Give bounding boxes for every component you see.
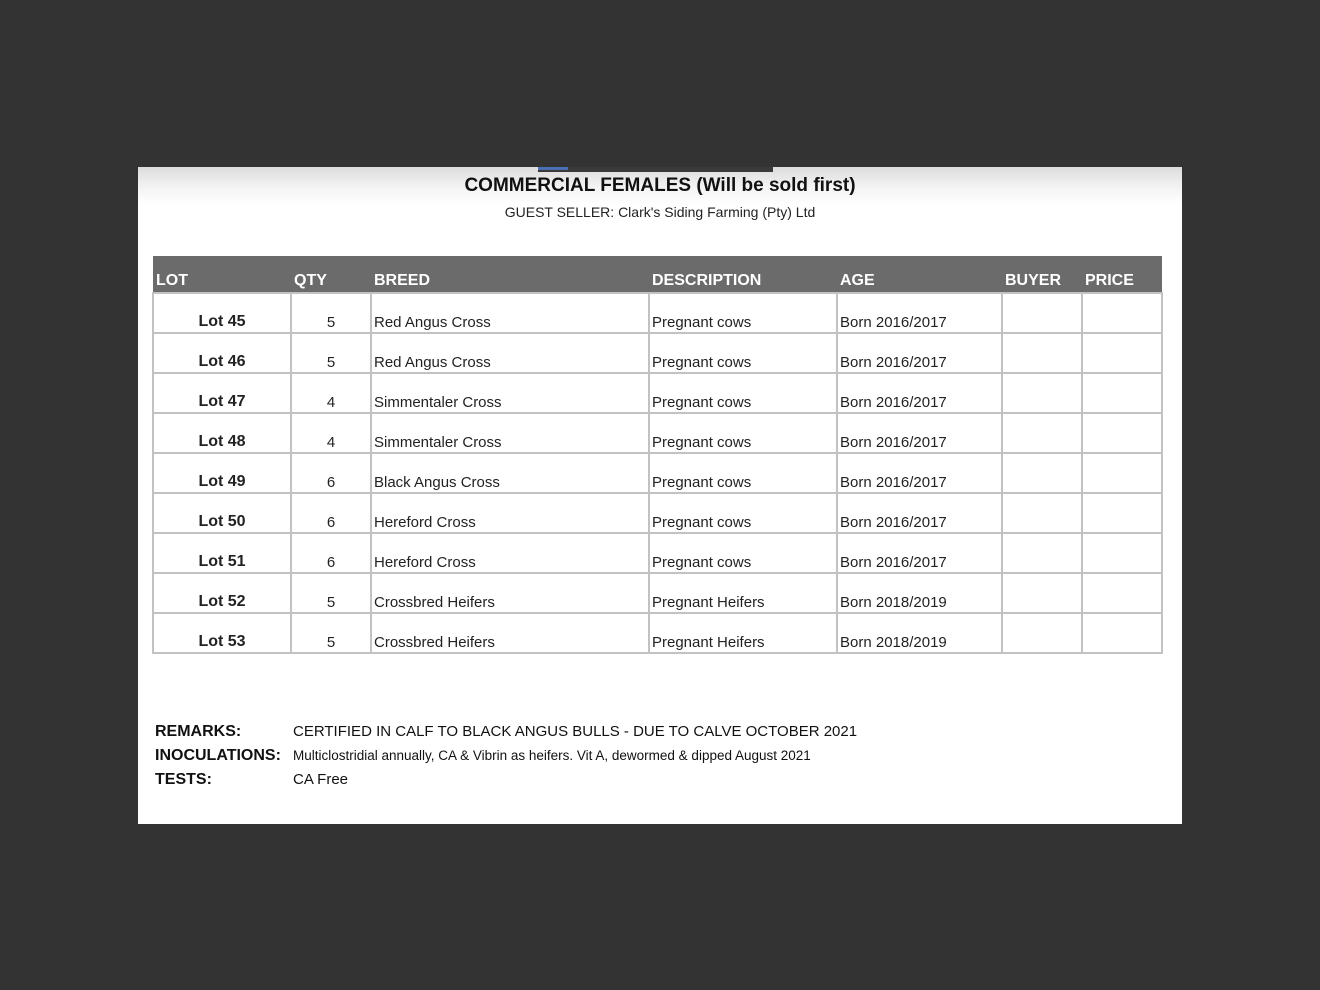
price-cell [1082, 373, 1162, 413]
qty-cell: 6 [291, 493, 371, 533]
description-cell: Pregnant Heifers [649, 613, 837, 653]
inoculations-label: INOCULATIONS: [155, 747, 281, 764]
age-cell: Born 2016/2017 [837, 293, 1002, 333]
lot-cell: Lot 53 [153, 613, 291, 653]
inoculations-value: Multiclostridial annually, CA & Vibrin as heifers. Vit A, dewormed & dipped August 2021 [293, 748, 811, 763]
column-header-buyer: BUYER [1002, 256, 1082, 293]
description-cell: Pregnant cows [649, 333, 837, 373]
remarks-value: CERTIFIED IN CALF TO BLACK ANGUS BULLS - DUE TO CALVE OCTOBER 2021 [293, 723, 858, 740]
price-cell [1082, 613, 1162, 653]
age-cell: Born 2016/2017 [837, 493, 1002, 533]
lot-cell: Lot 47 [153, 373, 291, 413]
age-cell: Born 2016/2017 [837, 533, 1002, 573]
description-cell: Pregnant cows [649, 533, 837, 573]
remarks-label: REMARKS: [155, 723, 242, 740]
description-cell: Pregnant cows [649, 293, 837, 333]
description-cell: Pregnant cows [649, 493, 837, 533]
age-cell: Born 2016/2017 [837, 413, 1002, 453]
tests-label: TESTS: [155, 771, 212, 788]
lots-table [152, 256, 1163, 654]
breed-cell: Hereford Cross [371, 493, 649, 533]
column-header-lot: LOT [153, 256, 291, 293]
remarks-section [155, 720, 857, 792]
lot-cell: Lot 52 [153, 573, 291, 613]
age-cell: Born 2018/2019 [837, 613, 1002, 653]
document-page [138, 167, 1182, 824]
column-header-qty: QTY [291, 256, 371, 293]
price-cell [1082, 573, 1162, 613]
page-top-tab [538, 167, 773, 172]
table-row [153, 293, 1162, 333]
description-cell: Pregnant cows [649, 373, 837, 413]
breed-cell: Simmentaler Cross [371, 373, 649, 413]
buyer-cell [1002, 533, 1082, 573]
price-cell [1082, 533, 1162, 573]
breed-cell: Hereford Cross [371, 533, 649, 573]
buyer-cell [1002, 333, 1082, 373]
column-header-age: AGE [837, 256, 1002, 293]
age-cell: Born 2016/2017 [837, 373, 1002, 413]
column-header-description: DESCRIPTION [649, 256, 837, 293]
buyer-cell [1002, 373, 1082, 413]
lot-cell: Lot 48 [153, 413, 291, 453]
qty-cell: 4 [291, 373, 371, 413]
qty-cell: 5 [291, 333, 371, 373]
inoculations-row [155, 744, 857, 768]
lot-cell: Lot 46 [153, 333, 291, 373]
page-top-tab-accent [538, 167, 568, 170]
buyer-cell [1002, 573, 1082, 613]
qty-cell: 6 [291, 533, 371, 573]
table-row [153, 453, 1162, 493]
description-cell: Pregnant cows [649, 453, 837, 493]
table-row [153, 573, 1162, 613]
age-cell: Born 2018/2019 [837, 573, 1002, 613]
buyer-cell [1002, 493, 1082, 533]
buyer-cell [1002, 293, 1082, 333]
tests-value: CA Free [293, 771, 349, 788]
table-row [153, 493, 1162, 533]
tests-row [155, 768, 857, 792]
column-header-breed: BREED [371, 256, 649, 293]
table-row [153, 613, 1162, 653]
remarks-row [155, 720, 857, 744]
age-cell: Born 2016/2017 [837, 333, 1002, 373]
lot-cell: Lot 51 [153, 533, 291, 573]
table-row [153, 333, 1162, 373]
page-subtitle: GUEST SELLER: Clark's Siding Farming (Pty) Ltd [504, 204, 816, 220]
buyer-cell [1002, 613, 1082, 653]
description-cell: Pregnant cows [649, 413, 837, 453]
price-cell [1082, 493, 1162, 533]
price-cell [1082, 413, 1162, 453]
page-title: COMMERCIAL FEMALES (Will be sold first) [464, 175, 856, 196]
qty-cell: 4 [291, 413, 371, 453]
breed-cell: Black Angus Cross [371, 453, 649, 493]
qty-cell: 6 [291, 453, 371, 493]
price-cell [1082, 453, 1162, 493]
breed-cell: Red Angus Cross [371, 293, 649, 333]
table-row [153, 413, 1162, 453]
description-cell: Pregnant Heifers [649, 573, 837, 613]
price-cell [1082, 333, 1162, 373]
price-cell [1082, 293, 1162, 333]
qty-cell: 5 [291, 613, 371, 653]
lot-cell: Lot 45 [153, 293, 291, 333]
breed-cell: Simmentaler Cross [371, 413, 649, 453]
lot-cell: Lot 49 [153, 453, 291, 493]
breed-cell: Crossbred Heifers [371, 613, 649, 653]
table-header-row [153, 256, 1162, 293]
breed-cell: Red Angus Cross [371, 333, 649, 373]
lot-cell: Lot 50 [153, 493, 291, 533]
table-row [153, 373, 1162, 413]
qty-cell: 5 [291, 573, 371, 613]
buyer-cell [1002, 413, 1082, 453]
breed-cell: Crossbred Heifers [371, 573, 649, 613]
buyer-cell [1002, 453, 1082, 493]
table-row [153, 533, 1162, 573]
column-header-price: PRICE [1082, 256, 1162, 293]
qty-cell: 5 [291, 293, 371, 333]
age-cell: Born 2016/2017 [837, 453, 1002, 493]
